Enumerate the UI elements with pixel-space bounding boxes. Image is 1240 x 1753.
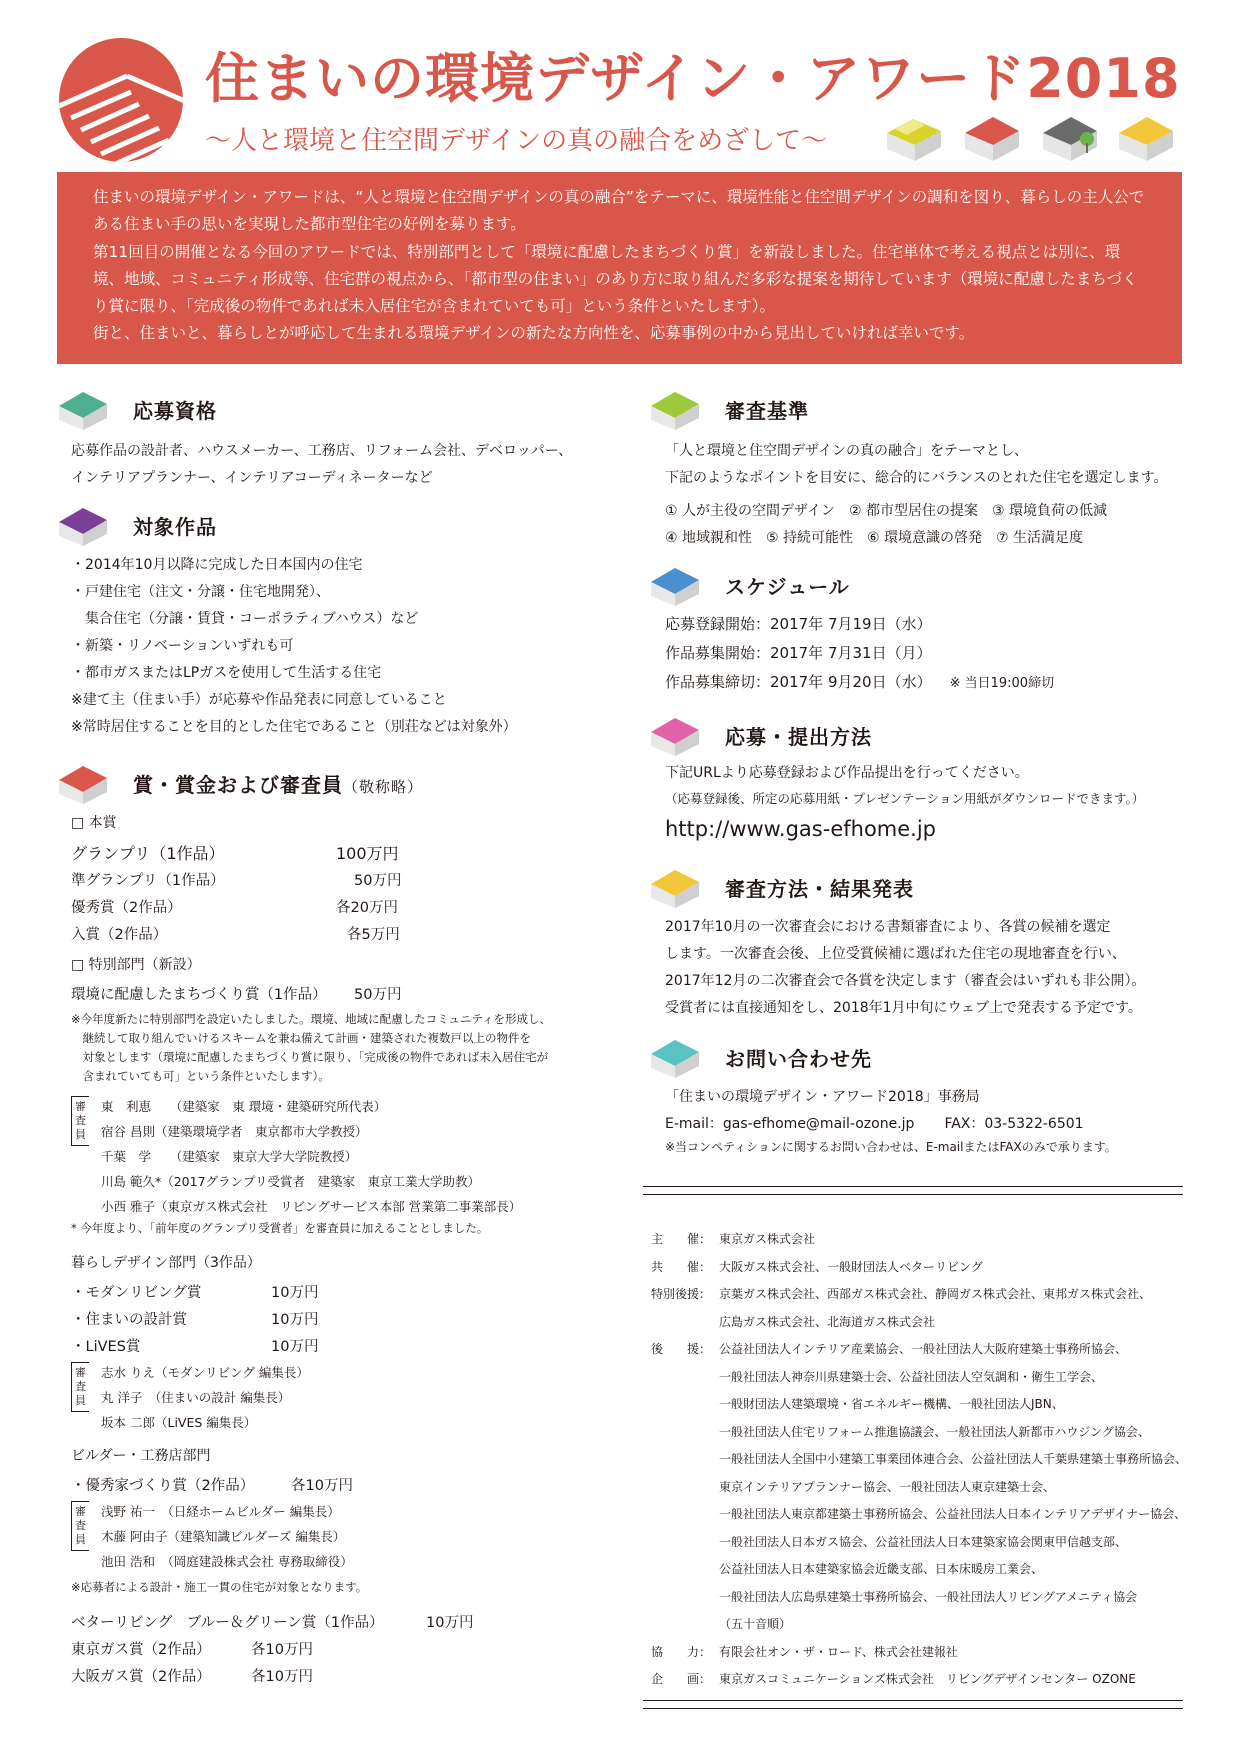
note-line: 継続して取り組んでいけるスキームを兼ね備えて計画・建築された複数戸以上の物件を bbox=[71, 1031, 531, 1045]
prize-value: 10万円 bbox=[271, 1339, 319, 1355]
jury-line: 浅野 祐一 （日経ホームビルダー 編集長） bbox=[101, 1504, 340, 1519]
credit-value: 一般財団法人建築環境・省エネルギー機構、一般社団法人JBN、 bbox=[719, 1397, 1064, 1411]
text-line: ※建て主（住まい手）が応募や作品発表に同意していること bbox=[71, 692, 447, 708]
credit-row bbox=[651, 1666, 1191, 1694]
schedule-date: 応募登録開始：2017年 7月19日（水） bbox=[665, 615, 932, 633]
jury-line: 小西 雅子（東京ガス株式会社 リビングサービス本部 営業第二事業部長） bbox=[101, 1199, 522, 1214]
credit-label: 特別後援： bbox=[651, 1287, 712, 1301]
text-line: 下記のようなポイントを目安に、総合的にバランスのとれた住宅を選定します。 bbox=[665, 470, 1168, 486]
jury-bracket: 審査員 bbox=[71, 1096, 89, 1146]
credit-value: 東京ガス株式会社 bbox=[719, 1232, 816, 1246]
credit-value: 一般社団法人全国中小建築工事業団体連合会、公益社団法人千葉県建築士事務所協会、 bbox=[719, 1452, 1188, 1466]
house-icon-blue bbox=[649, 560, 705, 608]
prize-name: 東京ガス賞（2作品） bbox=[71, 1642, 211, 1658]
prize-name: ・優秀家づくり賞（2作品） bbox=[71, 1478, 255, 1494]
credit-row bbox=[651, 1639, 1191, 1667]
jury-bracket: 審査員 bbox=[71, 1362, 89, 1412]
jury-block bbox=[71, 1499, 627, 1574]
text-line: 集合住宅（分譲・賃貸・コーポラティブハウス）など bbox=[71, 611, 419, 627]
house-icon-cyan bbox=[649, 1032, 705, 1080]
text-line: 「人と環境と住空間デザインの真の融合」をテーマとし、 bbox=[665, 443, 1029, 459]
credit-value: （五十音順） bbox=[719, 1617, 792, 1631]
prize-name: ・住まいの設計賞 bbox=[71, 1312, 187, 1328]
prize-value: 50万円 bbox=[354, 873, 402, 889]
jury-line: 丸 洋子 （住まいの設計 編集長） bbox=[101, 1390, 291, 1405]
prize-row bbox=[71, 1661, 627, 1688]
contact-line bbox=[665, 1111, 1194, 1138]
house-icon-lime bbox=[649, 384, 705, 432]
prize-row bbox=[71, 837, 627, 865]
credit-label: 後 援： bbox=[651, 1342, 712, 1356]
schedule-item bbox=[665, 610, 1194, 639]
section-criteria bbox=[649, 384, 1194, 552]
jury-block bbox=[71, 1360, 627, 1435]
award-logo-icon bbox=[57, 36, 185, 164]
credit-value: 東京インテリアプランナー協会、一般社団法人東京建築士会、 bbox=[719, 1479, 1056, 1494]
prize-row bbox=[71, 1277, 627, 1304]
text-line: します。一次審査会後、上位受賞候補に選ばれた住宅の現地審査を行い、 bbox=[665, 946, 1126, 962]
schedule-item bbox=[665, 668, 1194, 698]
heading-suffix: （敬称略） bbox=[343, 778, 424, 796]
section-heading: 審査方法・結果発表 bbox=[725, 877, 914, 901]
house-icon-yellow bbox=[649, 862, 705, 910]
text-line: ・戸建住宅（注文・分譲・住宅地開発）、 bbox=[71, 584, 330, 600]
builder-label: ビルダー・工務店部門 bbox=[71, 1448, 211, 1464]
prize-value: 10万円 bbox=[271, 1285, 319, 1301]
text-line: 2017年10月の一次審査会における書類審査により、各賞の候補を選定 bbox=[665, 919, 1111, 935]
contact-fax: FAX：03-5322-6501 bbox=[944, 1116, 1084, 1132]
prize-name: ・モダンリビング賞 bbox=[71, 1285, 202, 1301]
prize-row bbox=[71, 892, 627, 919]
prize-value: 各10万円 bbox=[251, 1669, 313, 1685]
section-target bbox=[57, 500, 617, 741]
section-submission bbox=[649, 710, 1194, 841]
credit-value: 一般社団法人東京都建築士事務所協会、公益社団法人日本インテリアデザイナー協会、 bbox=[719, 1507, 1187, 1521]
credit-label: 共 催： bbox=[651, 1259, 712, 1274]
prize-row bbox=[71, 1634, 627, 1661]
special-prize-label: □ 特別部門（新設） bbox=[71, 957, 201, 973]
text-line: 下記URLより応募登録および作品提出を行ってください。 bbox=[665, 765, 1029, 781]
section-heading: 応募資格 bbox=[133, 399, 217, 423]
credit-value: 東京ガスコミュニケーションズ株式会社 リビングデザインセンター OZONE bbox=[719, 1672, 1136, 1686]
schedule-item bbox=[665, 639, 1194, 668]
schedule-date: 作品募集開始：2017年 7月31日（月） bbox=[665, 644, 932, 662]
prize-value: 各10万円 bbox=[291, 1478, 353, 1494]
prize-row bbox=[71, 1331, 627, 1358]
text-line: ※常時居住することを目的とした住宅であること（別荘などは対象外） bbox=[71, 719, 517, 735]
section-contact bbox=[649, 1032, 1194, 1157]
intro-paragraph: 街と、住まいと、暮らしとが呼応して生まれる環境デザインの新たな方向性を、応募事例の中から見出していければ幸いです。 bbox=[93, 324, 975, 343]
credit-value: 一般社団法人広島県建築士事務所協会、一般社団法人リビングアメニティ協会 bbox=[719, 1589, 1138, 1604]
section-heading: スケジュール bbox=[725, 575, 850, 599]
prize-value: 10万円 bbox=[271, 1312, 319, 1328]
text-line: ・2014年10月以降に完成した日本国内の住宅 bbox=[71, 557, 363, 573]
prize-value: 50万円 bbox=[354, 987, 402, 1003]
prize-name: 大阪ガス賞（2作品） bbox=[71, 1669, 211, 1685]
text-line: 応募作品の設計者、ハウスメーカー、工務店、リフォーム会社、デベロッパー、 bbox=[71, 443, 573, 459]
section-heading: 対象作品 bbox=[133, 515, 217, 539]
jury-line: 池田 浩和 （岡庭建設株式会社 専務取締役） bbox=[101, 1554, 353, 1569]
jury-bracket: 審査員 bbox=[71, 1501, 89, 1551]
jury-line: 川島 範久*（2017グランプリ受賞者 建築家 東京工業大学助教） bbox=[101, 1174, 481, 1189]
divider bbox=[643, 1700, 1183, 1701]
jury-line: 木藤 阿由子（建築知識ビルダーズ 編集長） bbox=[101, 1529, 346, 1544]
prize-row bbox=[71, 1607, 627, 1634]
credit-row bbox=[651, 1226, 1191, 1254]
submission-url-link[interactable]: http://www.gas-efhome.jp bbox=[665, 817, 937, 841]
credit-value: 一般社団法人日本ガス協会、公益社団法人日本建築家協会関東甲信越支部、 bbox=[719, 1534, 1128, 1549]
contact-office: 「住まいの環境デザイン・アワード2018」事務局 bbox=[665, 1089, 980, 1105]
house-icon-teal bbox=[57, 384, 113, 432]
prize-name: 入賞（2作品） bbox=[71, 927, 168, 943]
note-line: 対象とします（環境に配慮したまちづくり賞に限り、「完成後の物件であれば未入居住宅が bbox=[71, 1050, 549, 1064]
credit-value: 公益社団法人日本建築家協会近畿支部、日本床暖房工業会、 bbox=[719, 1562, 1044, 1576]
prize-value: 各5万円 bbox=[347, 927, 400, 943]
page-title: 住まいの環境デザイン・アワード2018 bbox=[205, 47, 1181, 110]
text-line: インテリアプランナー、インテリアコーディネーターなど bbox=[71, 470, 433, 486]
jury-line: 千葉 学 （建築家 東京大学大学院教授） bbox=[101, 1149, 358, 1164]
credit-value: 大阪ガス株式会社、一般財団法人ベターリビング bbox=[719, 1259, 983, 1274]
text-line: 2017年12月の二次審査会で各賞を決定します（審査会はいずれも非公開）。 bbox=[665, 973, 1146, 989]
main-prize-label: □ 本賞 bbox=[71, 815, 117, 831]
text-line: ・都市ガスまたはLPガスを使用して生活する住宅 bbox=[71, 665, 382, 681]
credit-label: 企 画： bbox=[651, 1672, 712, 1686]
credit-row bbox=[651, 1336, 1191, 1639]
prize-row bbox=[71, 919, 627, 946]
divider bbox=[643, 1194, 1183, 1195]
jury-note: * 今年度より、「前年度のグランプリ受賞者」を審査員に加えることとしました。 bbox=[71, 1221, 489, 1235]
prize-row bbox=[71, 865, 627, 892]
submission-note: （応募登録後、所定の応募用紙・プレゼンテーション用紙がダウンロードできます。） bbox=[665, 791, 1145, 806]
section-heading bbox=[133, 769, 423, 798]
jury-line: 宿谷 昌則（建築環境学者 東京都市大学教授） bbox=[101, 1124, 368, 1139]
intro-box bbox=[57, 172, 1182, 364]
decorative-houses-icon bbox=[885, 105, 1175, 163]
jury-line: 東 利恵 （建築家 東 環境・建築研究所代表） bbox=[101, 1099, 387, 1114]
house-icon-purple bbox=[57, 500, 113, 548]
prize-name: 優秀賞（2作品） bbox=[71, 900, 182, 916]
jury-line: 坂本 二郎（LiVES 編集長） bbox=[101, 1415, 257, 1430]
prize-name: ・LiVES賞 bbox=[71, 1339, 141, 1355]
text-line: ・新築・リノベーションいずれも可 bbox=[71, 638, 294, 654]
page-subtitle: 〜人と環境と住空間デザインの真の融合をめざして〜 bbox=[205, 126, 828, 156]
credits-block bbox=[651, 1226, 1191, 1694]
intro-paragraph: 第11回目の開催となる今回のアワードでは、特別部門として「環境に配慮したまちづくり賞」を新設しました。住宅単体で考える視点とは別に、環境、地域、コミュニティ形成等、住宅群の視点から、「都市型の住まい」のあり方に取り組んだ多彩な提案を期待しています（環境に配慮したまちづくり賞に限り、「完成後の物件であれば未入居住宅が含まれていても可」という条件といたします）。 bbox=[93, 242, 1138, 316]
credit-label: 主 催： bbox=[651, 1232, 712, 1246]
section-heading: 審査基準 bbox=[725, 399, 809, 423]
prize-name: 環境に配慮したまちづくり賞（1作品） bbox=[71, 987, 327, 1003]
text-line: 受賞者には直接通知をし、2018年1月中旬にウェブ上で発表する予定です。 bbox=[665, 1000, 1142, 1016]
credit-row bbox=[651, 1254, 1191, 1282]
house-icon-red bbox=[57, 758, 113, 806]
prize-name: グランプリ（1作品） bbox=[71, 844, 225, 863]
criteria-points: ④ 地域親和性 ⑤ 持続可能性 ⑥ 環境意識の啓発 ⑦ 生活満足度 bbox=[665, 530, 1084, 546]
builder-note: ※応募者による設計・施工一貫の住宅が対象となります。 bbox=[71, 1580, 368, 1594]
prize-name: ベターリビング ブルー＆グリーン賞（1作品） bbox=[71, 1615, 384, 1631]
credit-value: 公益社団法人インテリア産業協会、一般社団法人大阪府建築士事務所協会、 bbox=[719, 1342, 1128, 1356]
credit-row bbox=[651, 1281, 1191, 1336]
section-heading: 応募・提出方法 bbox=[725, 725, 872, 749]
section-heading: お問い合わせ先 bbox=[725, 1047, 872, 1071]
schedule-extra: ※ 当日19:00締切 bbox=[949, 676, 1055, 691]
credit-value: 京葉ガス株式会社、西部ガス株式会社、静岡ガス株式会社、東邦ガス株式会社、 bbox=[719, 1287, 1152, 1301]
note-line: 含まれていても可」という条件といたします）。 bbox=[71, 1069, 330, 1083]
section-prizes bbox=[57, 758, 627, 1688]
heading-text: 賞・賞金および審査員 bbox=[133, 773, 343, 797]
credit-value: 広島ガス株式会社、北海道ガス株式会社 bbox=[719, 1314, 936, 1329]
contact-email[interactable]: E-mail：gas-efhome@mail-ozone.jp bbox=[665, 1116, 915, 1132]
schedule-date: 作品募集締切：2017年 9月20日（水） bbox=[665, 673, 932, 691]
prize-name: 準グランプリ（1作品） bbox=[71, 873, 225, 889]
section-review bbox=[649, 862, 1194, 1022]
prize-row bbox=[71, 1470, 627, 1497]
prize-value: 各20万円 bbox=[336, 900, 398, 916]
divider bbox=[643, 1708, 1183, 1709]
section-eligibility bbox=[57, 384, 617, 492]
criteria-points: ① 人が主役の空間デザイン ② 都市型居住の提案 ③ 環境負荷の低減 bbox=[665, 503, 1108, 519]
jury-block bbox=[71, 1094, 627, 1219]
house-icon-pink bbox=[649, 710, 705, 758]
prize-value: 100万円 bbox=[336, 844, 399, 863]
prize-row bbox=[71, 1304, 627, 1331]
note-line: ※今年度新たに特別部門を設定いたしました。環境、地域に配慮したコミュニティを形成し、 bbox=[71, 1012, 551, 1026]
kurashi-label: 暮らしデザイン部門（3作品） bbox=[71, 1255, 261, 1271]
jury-line: 志水 りえ（モダンリビング 編集長） bbox=[101, 1365, 309, 1380]
section-schedule bbox=[649, 560, 1194, 698]
prize-value: 各10万円 bbox=[251, 1642, 313, 1658]
credit-value: 一般社団法人神奈川県建築士会、公益社団法人空気調和・衛生工学会、 bbox=[719, 1369, 1104, 1384]
credit-value: 有限会社オン・ザ・ロード、株式会社建報社 bbox=[719, 1644, 958, 1659]
credit-value: 一般社団法人住宅リフォーム推進協議会、一般社団法人新都市ハウジング協会、 bbox=[719, 1424, 1150, 1439]
prize-row bbox=[71, 979, 627, 1006]
credit-label: 協 力： bbox=[651, 1644, 712, 1659]
intro-paragraph: 住まいの環境デザイン・アワードは、“人と環境と住空間デザインの真の融合”をテーマに、環境性能と住空間デザインの調和を図り、暮らしの主人公である住まい手の思いを実現した都市型住宅の好例を募ります。 bbox=[93, 188, 1145, 234]
prize-value: 10万円 bbox=[426, 1615, 474, 1631]
contact-note: ※当コンペティションに関するお問い合わせは、E-mailまたはFAXのみで承ります。 bbox=[665, 1140, 1117, 1154]
divider bbox=[643, 1186, 1183, 1187]
